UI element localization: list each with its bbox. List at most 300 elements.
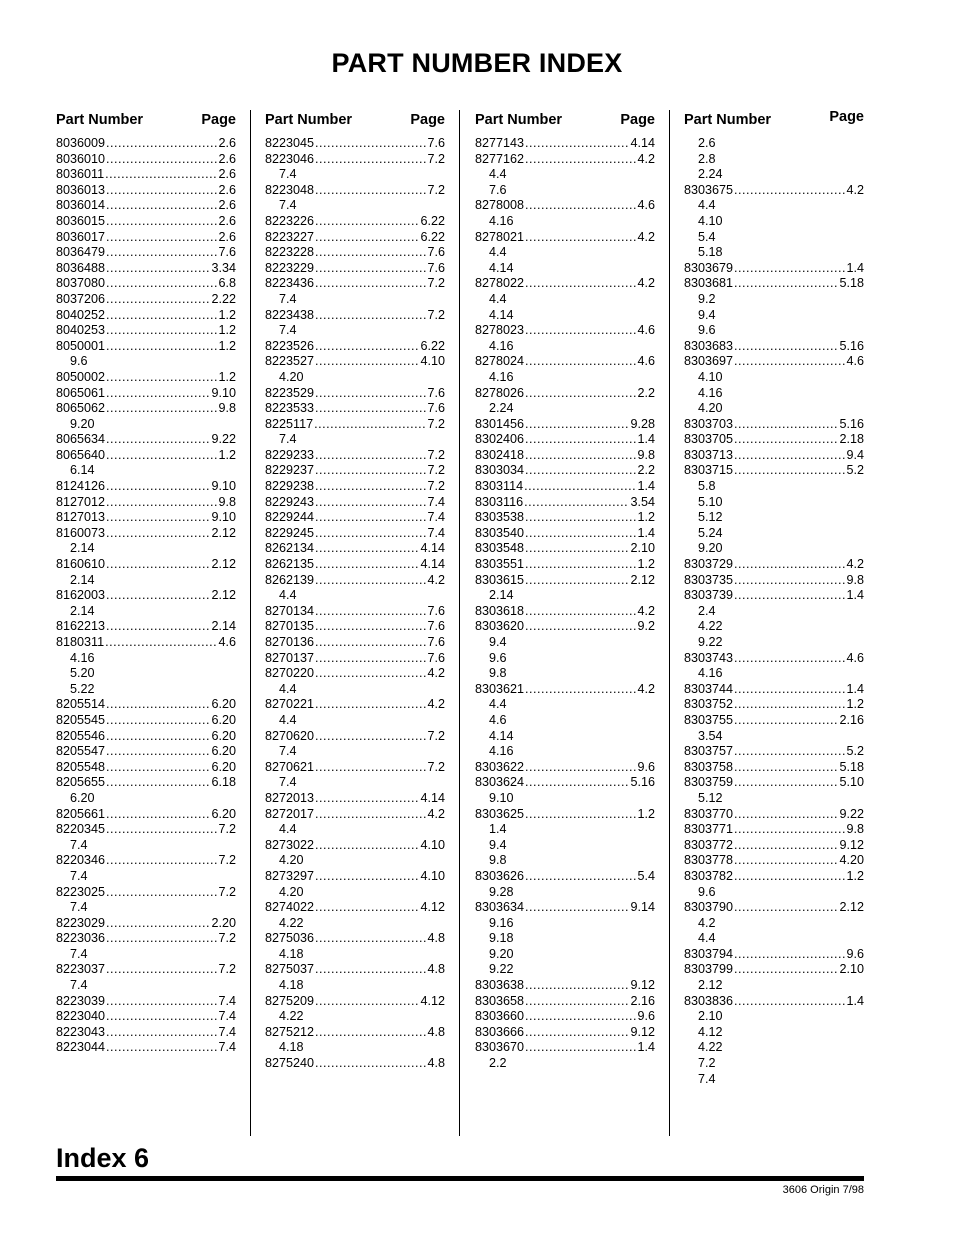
- part-number: 8302418: [475, 447, 525, 462]
- page-ref: 7.6: [427, 401, 445, 416]
- dot-leader: [106, 152, 217, 168]
- dot-leader: [106, 339, 217, 355]
- dot-leader: [734, 853, 838, 869]
- entry-line: [475, 619, 655, 635]
- page-ref: 4.16: [489, 369, 514, 384]
- index-entry: [475, 994, 655, 1010]
- page-ref: 9.10: [211, 510, 236, 525]
- entry-line: [684, 261, 864, 277]
- page-ref: 9.18: [489, 931, 514, 946]
- index-entry: [265, 962, 445, 993]
- page-ref: 7.6: [427, 385, 445, 400]
- index-entry: [475, 463, 655, 479]
- page-ref: 2.6: [218, 229, 236, 244]
- dot-leader: [106, 916, 210, 932]
- dot-leader: [734, 869, 845, 885]
- index-entry: [684, 573, 864, 589]
- index-entry: [265, 214, 445, 230]
- page-ref: 4.22: [279, 915, 304, 930]
- entry-line: [265, 962, 445, 978]
- page-ref: 7.2: [427, 463, 445, 478]
- part-number: 8205514: [56, 697, 106, 712]
- entry-line: [684, 869, 864, 885]
- part-number: 8303770: [684, 806, 734, 821]
- part-number: 8270221: [265, 697, 315, 712]
- page-ref: 1.4: [846, 681, 864, 696]
- dot-leader: [106, 214, 217, 230]
- index-entry: [475, 510, 655, 526]
- entry-line: [56, 962, 236, 978]
- column-divider: [459, 110, 460, 1136]
- dot-leader: [734, 775, 838, 791]
- entry-line: [684, 900, 864, 916]
- dot-leader: [106, 729, 210, 745]
- part-number: 8303697: [684, 354, 734, 369]
- dot-leader: [106, 588, 210, 604]
- dot-leader: [106, 1040, 217, 1056]
- footer-rule: [56, 1176, 864, 1181]
- index-entry: [475, 573, 655, 604]
- dot-leader: [315, 1025, 426, 1041]
- page-ref: 4.8: [427, 1056, 445, 1071]
- page-ref: 6.20: [211, 759, 236, 774]
- page-ref: 2.16: [839, 712, 864, 727]
- part-number: 8223029: [56, 915, 106, 930]
- part-number: 8303622: [475, 759, 525, 774]
- part-number: 8270621: [265, 759, 315, 774]
- part-number: 8270135: [265, 619, 315, 634]
- page-ref: 9.10: [211, 385, 236, 400]
- page-ref: 2.6: [218, 151, 236, 166]
- part-number: 8303615: [475, 572, 525, 587]
- part-number: 8303755: [684, 712, 734, 727]
- page-ref: 5.16: [839, 416, 864, 431]
- page-ref: 5.18: [839, 276, 864, 291]
- entry-line: [265, 214, 445, 230]
- dot-leader: [106, 448, 217, 464]
- page-ref: 9.20: [698, 541, 723, 556]
- page-ref: 4.14: [420, 541, 445, 556]
- page-ref: 7.2: [427, 728, 445, 743]
- entry-line: [475, 682, 655, 698]
- entry-line: [475, 807, 655, 823]
- page-ref: 1.2: [218, 369, 236, 384]
- index-entry: [475, 230, 655, 277]
- page-ref: 3.34: [211, 260, 236, 275]
- page-ref: 7.2: [427, 276, 445, 291]
- dot-leader: [314, 417, 426, 433]
- dot-leader: [734, 962, 838, 978]
- entry-line: [684, 947, 864, 963]
- part-number: 8303638: [475, 978, 525, 993]
- index-entry: [475, 604, 655, 620]
- entry-line: [265, 526, 445, 542]
- dot-leader: [524, 479, 636, 495]
- part-number: 8303735: [684, 572, 734, 587]
- index-entry: [56, 152, 236, 168]
- page-ref: 4.4: [698, 198, 716, 213]
- page-ref: 6.14: [70, 463, 95, 478]
- index-entry: [56, 916, 236, 932]
- index-entry: [265, 152, 445, 183]
- part-number: 8229233: [265, 447, 315, 462]
- entry-line: [265, 495, 445, 511]
- entry-line: [475, 1009, 655, 1025]
- entry-line: [475, 1025, 655, 1041]
- index-entry: [56, 230, 236, 246]
- index-entry: [56, 713, 236, 729]
- page-ref: 7.4: [427, 525, 445, 540]
- index-entry: [56, 885, 236, 916]
- page-ref: 9.4: [846, 447, 864, 462]
- dot-leader: [734, 432, 838, 448]
- page-ref: 2.16: [630, 993, 655, 1008]
- page-ref: 4.16: [489, 213, 514, 228]
- page-ref: 2.6: [218, 182, 236, 197]
- dot-leader: [315, 230, 419, 246]
- entry-line: [475, 510, 655, 526]
- page-ref: 1.2: [846, 697, 864, 712]
- continued-page-ref: 2.6: [698, 136, 716, 150]
- index-entry: [56, 1040, 236, 1056]
- entry-line: [684, 463, 864, 479]
- index-entry: [56, 1025, 236, 1041]
- page-ref: 2.12: [698, 978, 723, 993]
- dot-leader: [106, 1025, 217, 1041]
- dot-leader: [315, 152, 426, 168]
- dot-leader: [106, 370, 217, 386]
- index-entry: [475, 354, 655, 385]
- entry-line: [56, 370, 236, 386]
- page-ref: 9.2: [637, 619, 655, 634]
- part-number: 8180311: [56, 635, 105, 649]
- entry-line: [56, 152, 236, 168]
- dot-leader: [315, 1056, 426, 1072]
- entry-line: [56, 261, 236, 277]
- page-ref: 4.6: [846, 354, 864, 369]
- page-ref: 7.2: [427, 759, 445, 774]
- dot-leader: [315, 838, 419, 854]
- index-entry: [265, 573, 445, 604]
- page-ref: 9.12: [630, 1024, 655, 1039]
- entry-line: [265, 838, 445, 854]
- dot-leader: [106, 619, 210, 635]
- page-ref: 7.4: [279, 198, 297, 213]
- page-ref: 4.14: [630, 136, 655, 150]
- entry-line: [265, 510, 445, 526]
- part-number: 8275212: [265, 1024, 315, 1039]
- entry-line: [265, 557, 445, 573]
- entry-line: [265, 183, 445, 199]
- page-ref: 4.18: [279, 946, 304, 961]
- page-ref: 4.16: [70, 650, 95, 665]
- index-entry: [56, 822, 236, 853]
- index-entry: [475, 900, 655, 978]
- part-number: 8303116: [475, 494, 524, 509]
- page-ref: 6.20: [211, 806, 236, 821]
- page-ref: 7.2: [427, 416, 445, 431]
- entry-line: [265, 760, 445, 776]
- part-number: 8303713: [684, 447, 734, 462]
- dot-leader: [315, 479, 426, 495]
- part-number: 8275240: [265, 1056, 315, 1071]
- page-ref: 9.6: [698, 323, 716, 338]
- entry-line: [475, 900, 655, 916]
- index-entry: [684, 682, 864, 698]
- index-entry: [475, 198, 655, 229]
- entry-line: [475, 479, 655, 495]
- entry-line: [56, 713, 236, 729]
- dot-leader: [734, 713, 838, 729]
- entry-line: [265, 869, 445, 885]
- part-number: 8272013: [265, 790, 315, 805]
- entry-line: [265, 401, 445, 417]
- index-entry: [684, 463, 864, 557]
- index-entry: [56, 588, 236, 619]
- entry-line: [475, 541, 655, 557]
- page-ref: 7.6: [427, 650, 445, 665]
- index-entry: [684, 354, 864, 416]
- entry-line: [56, 635, 236, 651]
- page-ref: 4.16: [698, 385, 723, 400]
- dot-leader: [315, 962, 426, 978]
- dot-leader: [525, 573, 629, 589]
- index-entry: [684, 713, 864, 744]
- entry-line: [56, 308, 236, 324]
- dot-leader: [525, 323, 636, 339]
- dot-leader: [315, 666, 426, 682]
- entry-line: [265, 729, 445, 745]
- entry-line: [56, 479, 236, 495]
- index-entry: [56, 994, 236, 1010]
- entry-line: [56, 994, 236, 1010]
- part-number: 8223227: [265, 229, 315, 244]
- index-entry: [56, 323, 236, 339]
- index-entry: [265, 339, 445, 355]
- part-number: 8303658: [475, 993, 525, 1008]
- dot-leader: [106, 557, 210, 573]
- page-ref: 9.22: [211, 432, 236, 447]
- page-ref: 9.6: [637, 1009, 655, 1024]
- page-ref: 7.6: [489, 182, 507, 197]
- entry-line: [265, 573, 445, 589]
- entry-line: [56, 230, 236, 246]
- part-number: 8205546: [56, 728, 106, 743]
- dot-leader: [734, 354, 845, 370]
- entry-line: [265, 791, 445, 807]
- index-entry: [56, 635, 236, 697]
- page-ref: 5.2: [846, 744, 864, 759]
- entry-line: [475, 869, 655, 885]
- entry-line: [265, 136, 445, 152]
- dot-leader: [106, 807, 210, 823]
- entry-line: [265, 635, 445, 651]
- entry-list: [265, 136, 445, 1072]
- index-entry: [475, 136, 655, 152]
- continued-page-ref: 2.24: [698, 167, 723, 182]
- part-number: 8303551: [475, 557, 525, 572]
- index-entry: [265, 417, 445, 448]
- page-ref: 7.4: [218, 1024, 236, 1039]
- part-number: 8275036: [265, 931, 315, 946]
- index-entry: [684, 822, 864, 838]
- entry-line: [475, 417, 655, 433]
- page-ref: 9.28: [489, 884, 514, 899]
- dot-leader: [525, 463, 636, 479]
- dot-leader: [734, 822, 845, 838]
- part-number: 8303538: [475, 510, 525, 525]
- page-ref: 9.2: [698, 291, 716, 306]
- dot-leader: [734, 651, 845, 667]
- part-number: 8223037: [56, 962, 106, 977]
- part-number: 8223529: [265, 385, 315, 400]
- index-entry: [56, 276, 236, 292]
- page-ref: 1.4: [846, 260, 864, 275]
- page-ref: 9.10: [211, 479, 236, 494]
- page-ref: 7.4: [70, 978, 88, 993]
- dot-leader: [525, 510, 636, 526]
- page-ref: 7.4: [279, 432, 297, 447]
- page-ref: 7.2: [427, 479, 445, 494]
- entry-line: [56, 697, 236, 713]
- dot-leader: [734, 994, 845, 1010]
- dot-leader: [106, 276, 217, 292]
- dot-leader: [525, 775, 629, 791]
- page-ref: 4.16: [698, 666, 723, 681]
- part-number: 8270136: [265, 635, 315, 649]
- page-ref: 2.2: [637, 463, 655, 478]
- page-ref: 9.8: [218, 401, 236, 416]
- dot-leader: [734, 557, 845, 573]
- entry-line: [475, 604, 655, 620]
- part-number: 8162003: [56, 588, 106, 603]
- part-number: 8303626: [475, 868, 525, 883]
- dot-leader: [106, 885, 217, 901]
- part-number: 8303679: [684, 260, 734, 275]
- part-number: 8223229: [265, 260, 315, 275]
- dot-leader: [734, 588, 845, 604]
- part-number: 8223438: [265, 307, 315, 322]
- page-ref: 5.24: [698, 525, 723, 540]
- dot-leader: [315, 386, 426, 402]
- page-ref: 7.6: [218, 245, 236, 260]
- entry-line: [684, 994, 864, 1010]
- page-ref: 4.4: [698, 931, 716, 946]
- index-entry: [475, 619, 655, 681]
- page-ref: 7.4: [279, 323, 297, 338]
- page-ref: 4.10: [698, 213, 723, 228]
- index-entry: [265, 931, 445, 962]
- dot-leader: [734, 448, 845, 464]
- entry-line: [56, 822, 236, 838]
- page-ref: 1.4: [846, 588, 864, 603]
- entry-line: [56, 729, 236, 745]
- part-number: 8223044: [56, 1040, 106, 1055]
- dot-leader: [315, 526, 426, 542]
- index-entry: [265, 666, 445, 697]
- index-entry: [265, 448, 445, 464]
- part-number: 8262135: [265, 557, 315, 572]
- dot-leader: [315, 869, 419, 885]
- entry-line: [56, 760, 236, 776]
- dot-leader: [106, 401, 217, 417]
- index-entry: [475, 807, 655, 869]
- index-entry: [265, 807, 445, 838]
- page-ref: 2.6: [218, 198, 236, 213]
- part-number: 8205545: [56, 712, 106, 727]
- index-entry: [265, 791, 445, 807]
- dot-leader: [315, 339, 419, 355]
- entry-line: [265, 276, 445, 292]
- index-entry: [684, 261, 864, 277]
- entry-line: [684, 760, 864, 776]
- index-entry: [56, 729, 236, 745]
- entry-line: [475, 354, 655, 370]
- dot-leader: [734, 900, 838, 916]
- part-number: 8303670: [475, 1040, 525, 1055]
- page-ref: 4.18: [279, 1040, 304, 1055]
- page-ref: 4.10: [420, 868, 445, 883]
- page-ref: 4.14: [489, 307, 514, 322]
- part-number: 8275209: [265, 993, 315, 1008]
- part-number: 8303681: [684, 276, 734, 291]
- page-ref: 9.8: [218, 494, 236, 509]
- page-ref: 4.18: [279, 978, 304, 993]
- dot-leader: [106, 495, 217, 511]
- page-ref: 7.6: [427, 136, 445, 150]
- dot-leader: [106, 994, 217, 1010]
- dot-leader: [734, 744, 845, 760]
- index-entry: [684, 760, 864, 776]
- dot-leader: [315, 183, 426, 199]
- page-ref: 4.4: [489, 245, 507, 260]
- dot-leader: [524, 495, 629, 511]
- index-entry: [56, 479, 236, 495]
- part-number: 8223043: [56, 1024, 106, 1039]
- entry-line: [56, 588, 236, 604]
- entry-line: [56, 775, 236, 791]
- dot-leader: [106, 526, 210, 542]
- page-ref: 2.10: [698, 1009, 723, 1024]
- index-entry: [265, 308, 445, 339]
- index-entry: [56, 619, 236, 635]
- dot-leader: [315, 463, 426, 479]
- entry-line: [475, 573, 655, 589]
- part-number: 8065062: [56, 401, 106, 416]
- part-number: 8301456: [475, 416, 525, 431]
- index-entry: [684, 448, 864, 464]
- entry-line: [684, 682, 864, 698]
- entry-line: [265, 1025, 445, 1041]
- dot-leader: [734, 261, 845, 277]
- dot-leader: [525, 230, 636, 246]
- index-entry: [56, 401, 236, 432]
- index-entry: [56, 432, 236, 448]
- dot-leader: [734, 276, 838, 292]
- entry-line: [265, 230, 445, 246]
- part-number: 8270220: [265, 666, 315, 681]
- page-ref: 6.8: [218, 276, 236, 291]
- dot-leader: [315, 495, 426, 511]
- part-number: 8272017: [265, 806, 315, 821]
- index-entry: [56, 136, 236, 152]
- page-ref: 9.4: [489, 837, 507, 852]
- dot-leader: [315, 510, 426, 526]
- entry-line: [684, 822, 864, 838]
- index-entry: [684, 588, 864, 650]
- entry-line: [56, 495, 236, 511]
- index-entry: [684, 947, 864, 963]
